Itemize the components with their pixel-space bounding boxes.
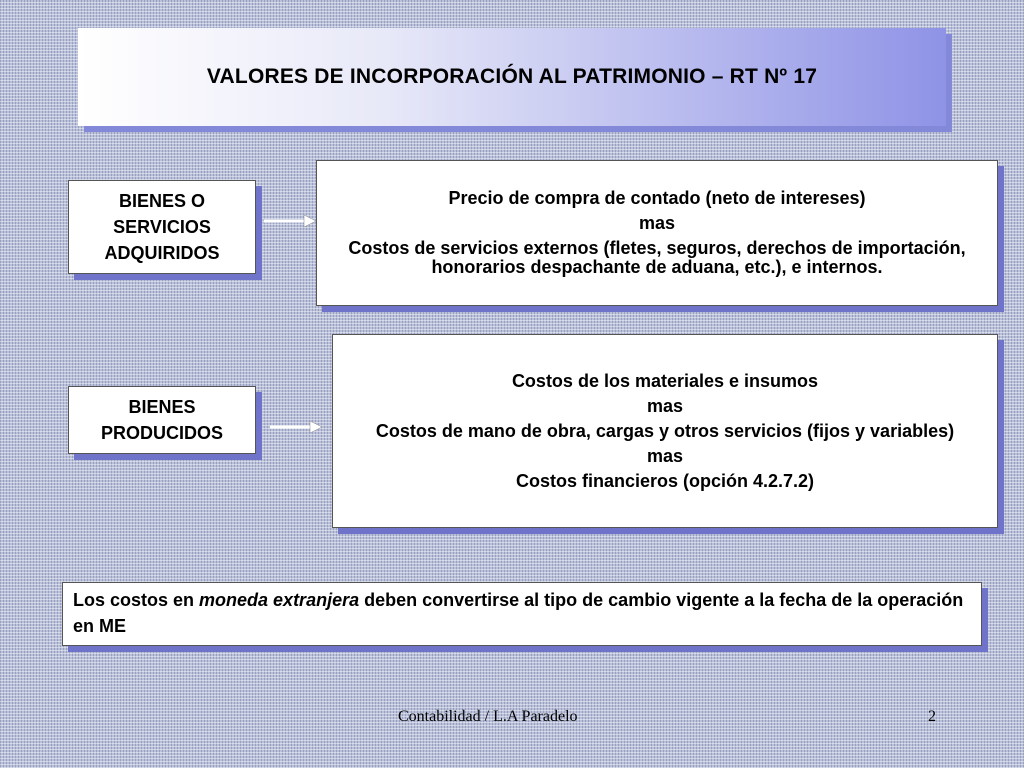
produced-line: Costos financieros (opción 4.2.7.2) bbox=[515, 470, 815, 491]
note-text-emphasis: moneda extranjera bbox=[199, 590, 360, 610]
arrow-right-icon bbox=[264, 214, 316, 228]
footer-page-number: 2 bbox=[928, 708, 936, 725]
acquired-line: Costos de servicios externos (fletes, seguros, derechos de importación, honorarios despachante de aduana, etc.), e internos. bbox=[348, 238, 966, 277]
produced-label-box bbox=[68, 386, 256, 454]
note-text-before: Los costos en bbox=[73, 590, 200, 610]
produced-line: mas bbox=[646, 395, 684, 416]
acquired-content-box bbox=[316, 160, 998, 306]
slide-title: VALORES DE INCORPORACIÓN AL PATRIMONIO – RT Nº 17 bbox=[206, 65, 818, 88]
acquired-label: BIENES O SERVICIOS ADQUIRIDOS bbox=[104, 191, 220, 263]
footer-author: Contabilidad / L.A Paradelo bbox=[398, 708, 578, 725]
produced-line: Costos de mano de obra, cargas y otros servicios (fijos y variables) bbox=[375, 420, 955, 441]
produced-line: Costos de los materiales e insumos bbox=[511, 370, 819, 391]
produced-line: mas bbox=[646, 445, 684, 466]
title-banner bbox=[78, 28, 946, 126]
acquired-label-box bbox=[68, 180, 256, 274]
acquired-line: mas bbox=[638, 213, 676, 233]
note-text-after: deben convertirse al tipo de cambio vigente a la fecha de la operación en ME bbox=[73, 590, 964, 636]
acquired-line: Precio de compra de contado (neto de intereses) bbox=[448, 188, 866, 208]
produced-content-box bbox=[332, 334, 998, 528]
foreign-currency-note bbox=[62, 582, 982, 646]
arrow-right-icon bbox=[270, 420, 322, 434]
produced-label: BIENES PRODUCIDOS bbox=[100, 397, 223, 443]
